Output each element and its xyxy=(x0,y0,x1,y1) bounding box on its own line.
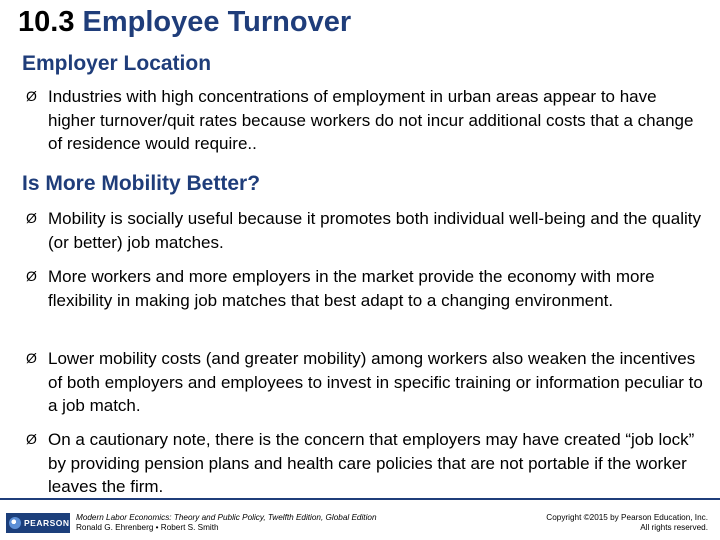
bullet-item xyxy=(26,428,706,499)
bullet-text: Mobility is socially useful because it promotes both individual well-being and the quality (or better) job matches. xyxy=(48,209,701,252)
book-title: Modern Labor Economics: Theory and Public Policy, Twelfth Edition, Global Edition xyxy=(76,513,377,522)
slide-footer xyxy=(0,498,720,540)
bullet-item xyxy=(26,85,706,156)
footer-divider xyxy=(0,498,720,500)
pearson-logo xyxy=(6,513,70,533)
bullet-text: Industries with high concentrations of employment in urban areas appear to have higher turnover/quit rates because workers do not incur additional costs that a change of residence would require.. xyxy=(48,87,694,153)
footer-book-info xyxy=(76,513,377,533)
arrow-bullet-icon: Ø xyxy=(26,88,37,104)
logo-text: PEARSON xyxy=(24,518,70,528)
bullet-item xyxy=(26,207,706,254)
bullet-item xyxy=(26,347,706,418)
copyright-text: Copyright ©2015 by Pearson Education, Inc. xyxy=(546,513,708,522)
arrow-bullet-icon: Ø xyxy=(26,268,37,284)
bullet-text: On a cautionary note, there is the concern that employers may have created “job lock” by providing pension plans and health care policies that are not portable if the worker leaves the firm. xyxy=(48,430,695,496)
bullet-text: Lower mobility costs (and greater mobility) among workers also weaken the incentives of both employers and employees to invest in specific training or information peculiar to a job match. xyxy=(48,349,703,415)
slide-title xyxy=(18,6,351,39)
bullet-item xyxy=(26,265,706,312)
footer-copyright xyxy=(546,513,708,533)
bullet-text: More workers and more employers in the market provide the economy with more flexibility in making job matches that best adapt to a changing environment. xyxy=(48,267,655,310)
section-heading-employer-location: Employer Location xyxy=(22,52,212,75)
book-authors: Ronald G. Ehrenberg • Robert S. Smith xyxy=(76,523,219,532)
title-text: Employee Turnover xyxy=(82,6,352,38)
section-heading-mobility: Is More Mobility Better? xyxy=(22,172,261,195)
pearson-logo-icon xyxy=(9,517,21,529)
arrow-bullet-icon: Ø xyxy=(26,350,37,366)
rights-text: All rights reserved. xyxy=(640,523,708,532)
arrow-bullet-icon: Ø xyxy=(26,431,37,447)
title-number: 10.3 xyxy=(18,6,75,38)
arrow-bullet-icon: Ø xyxy=(26,210,37,226)
